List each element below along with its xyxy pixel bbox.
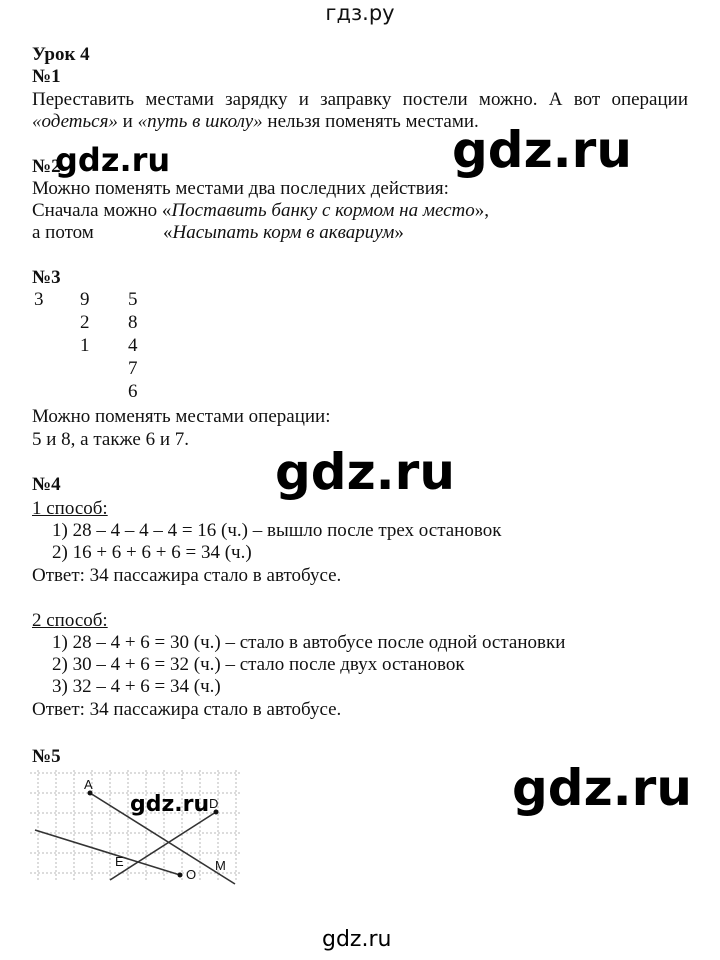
task3-col2-item: 1 xyxy=(80,335,90,356)
task2-second-action: Насыпать корм в аквариум xyxy=(172,222,395,243)
method2-title: 2 способ: xyxy=(32,610,108,631)
label-e: E xyxy=(115,854,124,869)
method2-step: 2) 30 – 4 + 6 = 32 (ч.) – стало после двух остановок xyxy=(52,654,465,675)
task2-second-q2: » xyxy=(394,222,404,243)
task2-second-q1: « xyxy=(163,222,173,243)
task4-number: №4 xyxy=(32,474,61,495)
task1-quote-dress: «одеться» xyxy=(32,111,118,132)
method1-step: 2) 16 + 6 + 6 + 6 = 34 (ч.) xyxy=(52,542,252,563)
task3-col3-item: 6 xyxy=(128,381,138,402)
task1-number: №1 xyxy=(32,66,61,87)
task3-number: №3 xyxy=(32,267,61,288)
task3-col3-item: 8 xyxy=(128,312,138,333)
task1-line1: Переставить местами зарядку и заправку постели можно. А вот операции xyxy=(32,89,688,110)
lesson-title: Урок 4 xyxy=(32,44,90,65)
method2-step: 3) 32 – 4 + 6 = 34 (ч.) xyxy=(52,676,221,697)
task1-quote-way: «путь в школу» xyxy=(137,111,263,132)
watermark: gdz.ru xyxy=(452,121,632,179)
task1-and: и xyxy=(117,111,138,132)
task3-col3-item: 4 xyxy=(128,335,138,356)
method2-answer: Ответ: 34 пассажира стало в автобусе. xyxy=(32,699,342,720)
task3-col1-item: 3 xyxy=(34,289,44,310)
label-d: D xyxy=(209,796,219,811)
task2-line3 xyxy=(163,221,404,244)
watermark: gdz.ru xyxy=(275,443,455,501)
label-m: M xyxy=(215,858,226,873)
label-a: A xyxy=(84,777,93,792)
method1-answer: Ответ: 34 пассажира стало в автобусе. xyxy=(32,565,342,586)
watermark: gdz.ru xyxy=(55,141,171,179)
point-o xyxy=(178,873,183,878)
task2-number: №2 xyxy=(32,156,61,177)
task2-line2 xyxy=(32,199,489,222)
task3-col2-item: 2 xyxy=(80,312,90,333)
task3-col3-item: 5 xyxy=(128,289,138,310)
grid-lines xyxy=(30,770,240,882)
task3-col2-item: 9 xyxy=(80,289,90,310)
site-header: гдз.ру xyxy=(325,1,395,25)
method2-step: 1) 28 – 4 + 6 = 30 (ч.) – стало в автобусе после одной остановки xyxy=(52,632,566,653)
method1-step: 1) 28 – 4 – 4 – 4 = 16 (ч.) – вышло после трех остановок xyxy=(52,520,502,541)
watermark: gdz.ru xyxy=(322,927,392,952)
task5-number: №5 xyxy=(32,746,61,767)
watermark: gdz.ru xyxy=(130,792,210,817)
task2-line1: Можно поменять местами два последних действия: xyxy=(32,178,449,199)
method1-title: 1 способ: xyxy=(32,498,108,519)
task1-rest: нельзя поменять местами. xyxy=(262,111,479,132)
task3-note1: Можно поменять местами операции: xyxy=(32,406,331,427)
task2-line3-label: а потом xyxy=(32,222,94,243)
task2-first-post: », xyxy=(474,200,490,221)
task5-grid-drawing xyxy=(30,770,250,885)
task3-note2: 5 и 8, а также 6 и 7. xyxy=(32,429,190,450)
task2-first-pre: Сначала можно « xyxy=(32,200,172,221)
task1-line2 xyxy=(32,110,479,133)
task2-first-action: Поставить банку с кормом на место xyxy=(171,200,475,221)
task3-col3-item: 7 xyxy=(128,358,138,379)
label-o: O xyxy=(186,867,197,882)
watermark: gdz.ru xyxy=(512,759,692,817)
